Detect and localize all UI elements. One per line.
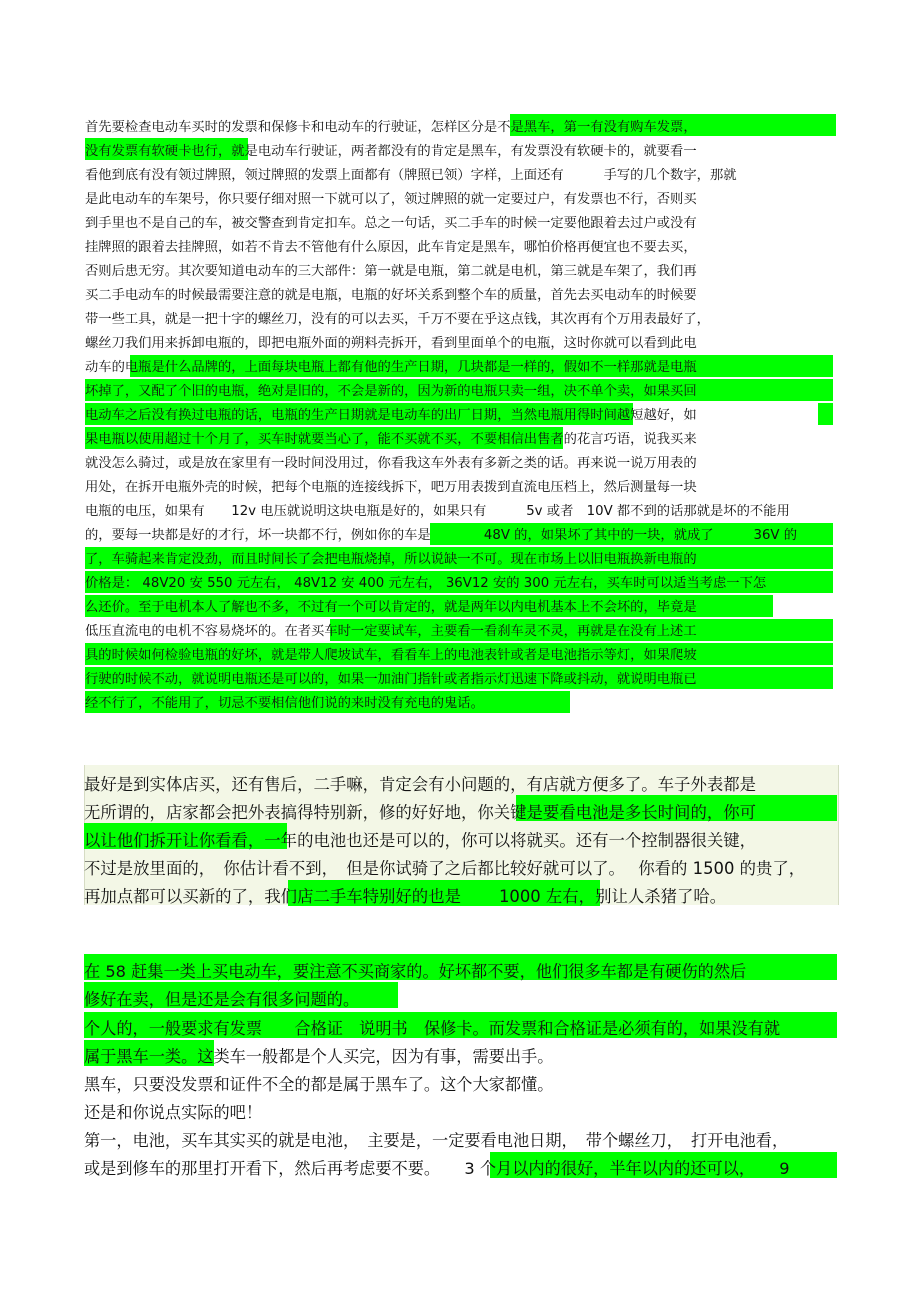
text-line: 电动车之后没有换过电瓶的话，电瓶的生产日期就是电动车的出厂日期，当然电瓶用得时间越短越好，如 bbox=[85, 408, 697, 423]
text-line: 属于黑车一类。这类车一般都是个人买完，因为有事，需要出手。 bbox=[84, 1047, 554, 1066]
text-line: 行驶的时候不动，就说明电瓶还是可以的，如果一加油门指针或者指示灯迅速下降或抖动，就说明电瓶已 bbox=[85, 672, 697, 687]
text-line: 买二手电动车的时候最需要注意的就是电瓶，电瓶的好坏关系到整个车的质量，首先去买电动车的时候要 bbox=[85, 288, 697, 303]
text-line: 第一，电池，买车其实买的就是电池， 主要是，一定要看电池日期， 带个螺丝刀， 打开电池看， bbox=[84, 1131, 789, 1150]
text-line: 再加点都可以买新的了，我们店二手车特别好的也是 1000 左右，别让人杀猪了哈。 bbox=[84, 887, 727, 906]
text-line: 到手里也不是自己的车，被交警查到肯定扣车。总之一句话，买二手车的时候一定要他跟着去过户或没有 bbox=[85, 216, 697, 231]
text-line: 低压直流电的电机不容易烧坏的。在者买车时一定要试车，主要看一看刹车灵不灵，再就是在没有上述工 bbox=[85, 624, 697, 639]
text-line: 看他到底有没有领过牌照，领过牌照的发票上面都有（牌照已领）字样，上面还有 手写的几个数字，那就 bbox=[85, 168, 737, 183]
text-line: 价格是： 48V20 安 550 元左右， 48V12 安 400 元左右， 36V12 安的 300 元左右，买车时可以适当考虑一下怎 bbox=[85, 576, 767, 591]
text-line: 以让他们拆开让你看看，一年的电池也还是可以的，你可以将就买。还有一个控制器很关键， bbox=[84, 831, 757, 850]
text-line: 还是和你说点实际的吧！ bbox=[84, 1103, 263, 1122]
text-line: 没有发票有软硬卡也行，就是电动车行驶证，两者都没有的肯定是黑车，有发票没有软硬卡的，就要看一 bbox=[85, 144, 697, 159]
text-line: 或是到修车的那里打开看下，然后再考虑要不要。 3 个月以内的很好，半年以内的还可以， 9 bbox=[84, 1159, 790, 1178]
text-line: 黑车，只要没发票和证件不全的都是属于黑车了。这个大家都懂。 bbox=[84, 1075, 554, 1094]
text-line: 电瓶的电压，如果有 12v 电压就说明这块电瓶是好的，如果只有 5v 或者 10V 都不到的话那就是坏的不能用 bbox=[85, 504, 790, 519]
text-line: 么还价。至于电机本人了解也不多，不过有一个可以肯定的，就是两年以内电机基本上不会坏的，毕竟是 bbox=[85, 600, 697, 615]
text-line: 无所谓的，店家都会把外表搞得特别新，修的好好地，你关键是要看电池是多长时间的，你可 bbox=[84, 803, 757, 822]
text-line: 个人的，一般要求有发票 合格证 说明书 保修卡。而发票和合格证是必须有的，如果没有就 bbox=[84, 1019, 781, 1038]
text-line: 就没怎么骑过，或是放在家里有一段时间没用过，你看我这车外表有多新之类的话。再来说一说万用表的 bbox=[85, 456, 697, 471]
text-line: 不过是放里面的， 你估计看不到， 但是你试骑了之后都比较好就可以了。 你看的 1500 的贵了， bbox=[84, 859, 806, 878]
text-line: 动车的电瓶是什么品牌的，上面每块电瓶上都有他的生产日期，几块都是一样的，假如不一样那就是电瓶 bbox=[85, 360, 697, 375]
text-line: 具的时候如何检验电瓶的好坏，就是带人爬坡试车，看看车上的电池表针或者是电池指示等灯，如果爬坡 bbox=[85, 648, 697, 663]
text-line: 螺丝刀我们用来拆卸电瓶的，即把电瓶外面的朔料壳拆开，看到里面单个的电瓶，这时你就可以看到此电 bbox=[85, 336, 697, 351]
text-line: 是此电动车的车架号，你只要仔细对照一下就可以了，领过牌照的就一定要过户，有发票也不行，否则买 bbox=[85, 192, 697, 207]
text-line: 否则后患无穷。其次要知道电动车的三大部件：第一就是电瓶，第二就是电机，第三就是车架了，我们再 bbox=[85, 264, 697, 279]
text-line: 修好在卖，但是还是会有很多问题的。 bbox=[84, 990, 360, 1009]
text-line: 在 58 赶集一类上买电动车，要注意不买商家的。好坏都不要，他们很多车都是有硬伤的然后 bbox=[84, 962, 747, 981]
text-line: 用处，在拆开电瓶外壳的时候，把每个电瓶的连接线拆下，吧万用表拨到直流电压档上，然后测量每一块 bbox=[85, 480, 697, 495]
text-line: 首先要检查电动车买时的发票和保修卡和电动车的行驶证，怎样区分是不是黑车，第一有没有购车发票， bbox=[85, 120, 697, 135]
text-line: 挂牌照的跟着去挂牌照，如若不肯去不管他有什么原因，此车肯定是黑车，哪怕价格再便宜也不要去买， bbox=[85, 240, 697, 255]
text-line: 带一些工具，就是一把十字的螺丝刀，没有的可以去买，千万不要在乎这点钱，其次再有个万用表最好了， bbox=[85, 312, 710, 327]
text-line: 坏掉了，又配了个旧的电瓶，绝对是旧的，不会是新的，因为新的电瓶只卖一组，决不单个卖，如果买回 bbox=[85, 384, 697, 399]
text-line: 了，车骑起来肯定没劲，而且时间长了会把电瓶烧掉，所以说缺一不可。现在市场上以旧电瓶换新电瓶的 bbox=[85, 552, 697, 567]
text-line: 最好是到实体店买，还有售后，二手嘛，肯定会有小问题的，有店就方便多了。车子外表都是 bbox=[84, 775, 757, 794]
text-line: 经不行了，不能用了，切忌不要相信他们说的来时没有充电的鬼话。 bbox=[85, 696, 484, 711]
text-line: 的，要每一块都是好的才行，坏一块都不行，例如你的车是 48V 的，如果坏了其中的一块，就成了 36V 的 bbox=[85, 528, 798, 543]
text-line: 果电瓶以使用超过十个月了，买车时就要当心了，能不买就不买，不要相信出售者的花言巧语，说我买来 bbox=[85, 432, 697, 447]
